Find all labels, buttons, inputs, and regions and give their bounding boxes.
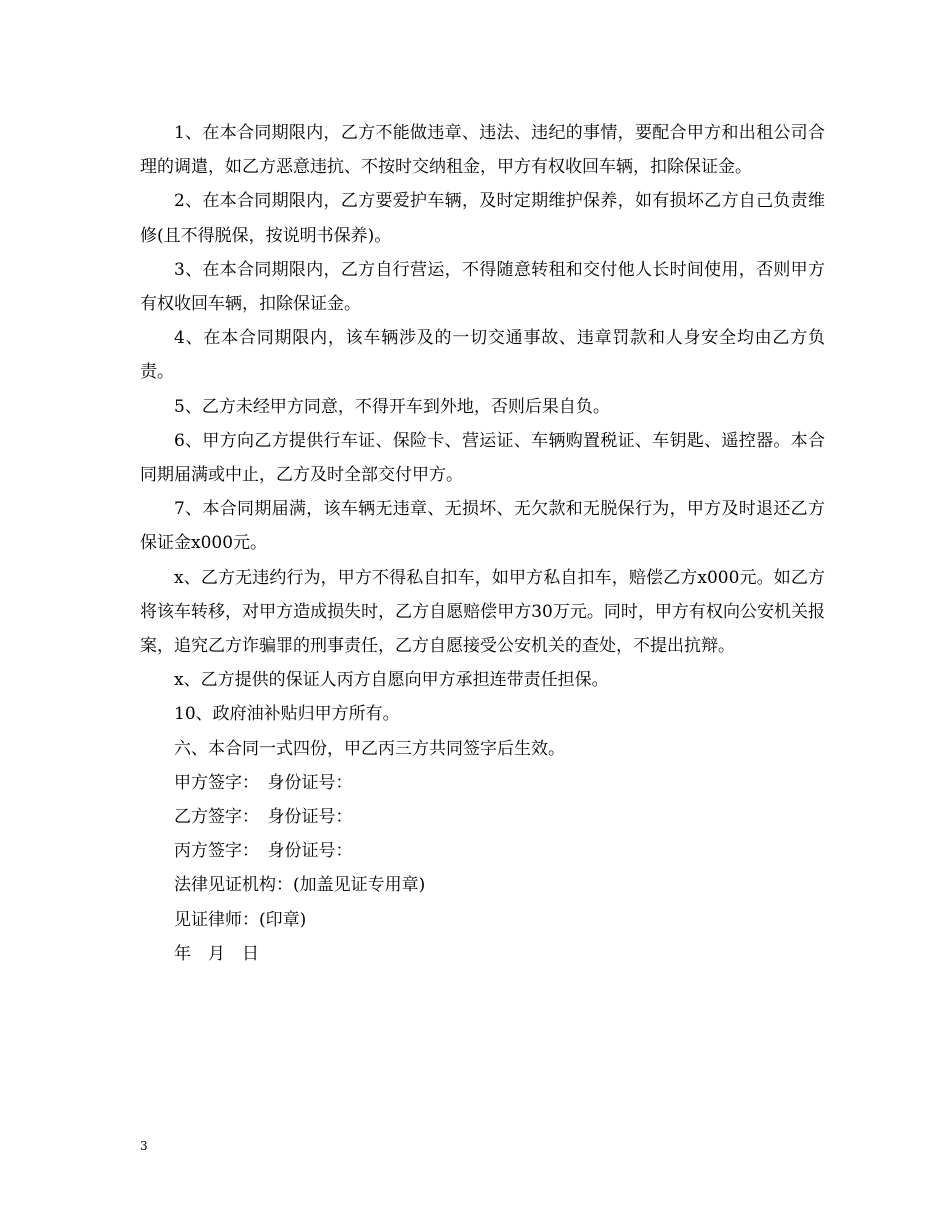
clause-2: 2、在本合同期限内，乙方要爱护车辆，及时定期维护保养，如有损坏乙方自己负责维修(且不得脱保，按说明书保养)。 [140, 191, 825, 246]
clause-5: 5、乙方未经甲方同意，不得开车到外地，否则后果自负。 [174, 396, 610, 417]
party-b-signature-line: 乙方签字： 身份证号： [174, 807, 353, 828]
legal-witness-agency-line: 法律见证机构：(加盖见证专用章) [174, 875, 426, 896]
document-body [140, 116, 825, 971]
clause-6: 6、甲方向乙方提供行车证、保险卡、营运证、车辆购置税证、车钥匙、遥控器。本合同期届满或中止，乙方及时全部交付甲方。 [140, 430, 825, 486]
clause-10: 10、政府油补贴归甲方所有。 [174, 704, 400, 725]
clause-9: x、乙方提供的保证人丙方自愿向甲方承担连带责任担保。 [174, 670, 609, 691]
clause-1: 1、在本合同期限内，乙方不能做违章、违法、违纪的事情，要配合甲方和出租公司合理的调遣，如乙方恶意违抗、不按时交纳租金，甲方有权收回车辆，扣除保证金。 [140, 123, 825, 178]
date-line: 年 月 日 [174, 943, 259, 964]
clause-3: 3、在本合同期限内，乙方自行营运，不得随意转租和交付他人长时间使用，否则甲方有权收回车辆，扣除保证金。 [140, 259, 825, 315]
party-c-signature-line: 丙方签字： 身份证号： [174, 841, 353, 862]
clause-six-copies: 六、本合同一式四份，甲乙丙三方共同签字后生效。 [174, 738, 565, 759]
party-a-signature-line: 甲方签字： 身份证号： [174, 772, 353, 793]
clause-4: 4、在本合同期限内，该车辆涉及的一切交通事故、违章罚款和人身安全均由乙方负责。 [140, 328, 825, 383]
witness-lawyer-line: 见证律师：(印章) [174, 909, 307, 930]
clause-7: 7、本合同期届满，该车辆无违章、无损坏、无欠款和无脱保行为，甲方及时退还乙方保证金x000元。 [140, 499, 825, 554]
page-number: 3 [140, 1139, 148, 1153]
clause-8: x、乙方无违约行为，甲方不得私自扣车，如甲方私自扣车，赔偿乙方x000元。如乙方将该车转移，对甲方造成损失时，乙方自愿赔偿甲方30万元。同时，甲方有权向公安机关报案，追究乙方诈骗罪的刑事责任，乙方自愿接受公安机关的查处，不提出抗辩。 [140, 567, 825, 657]
